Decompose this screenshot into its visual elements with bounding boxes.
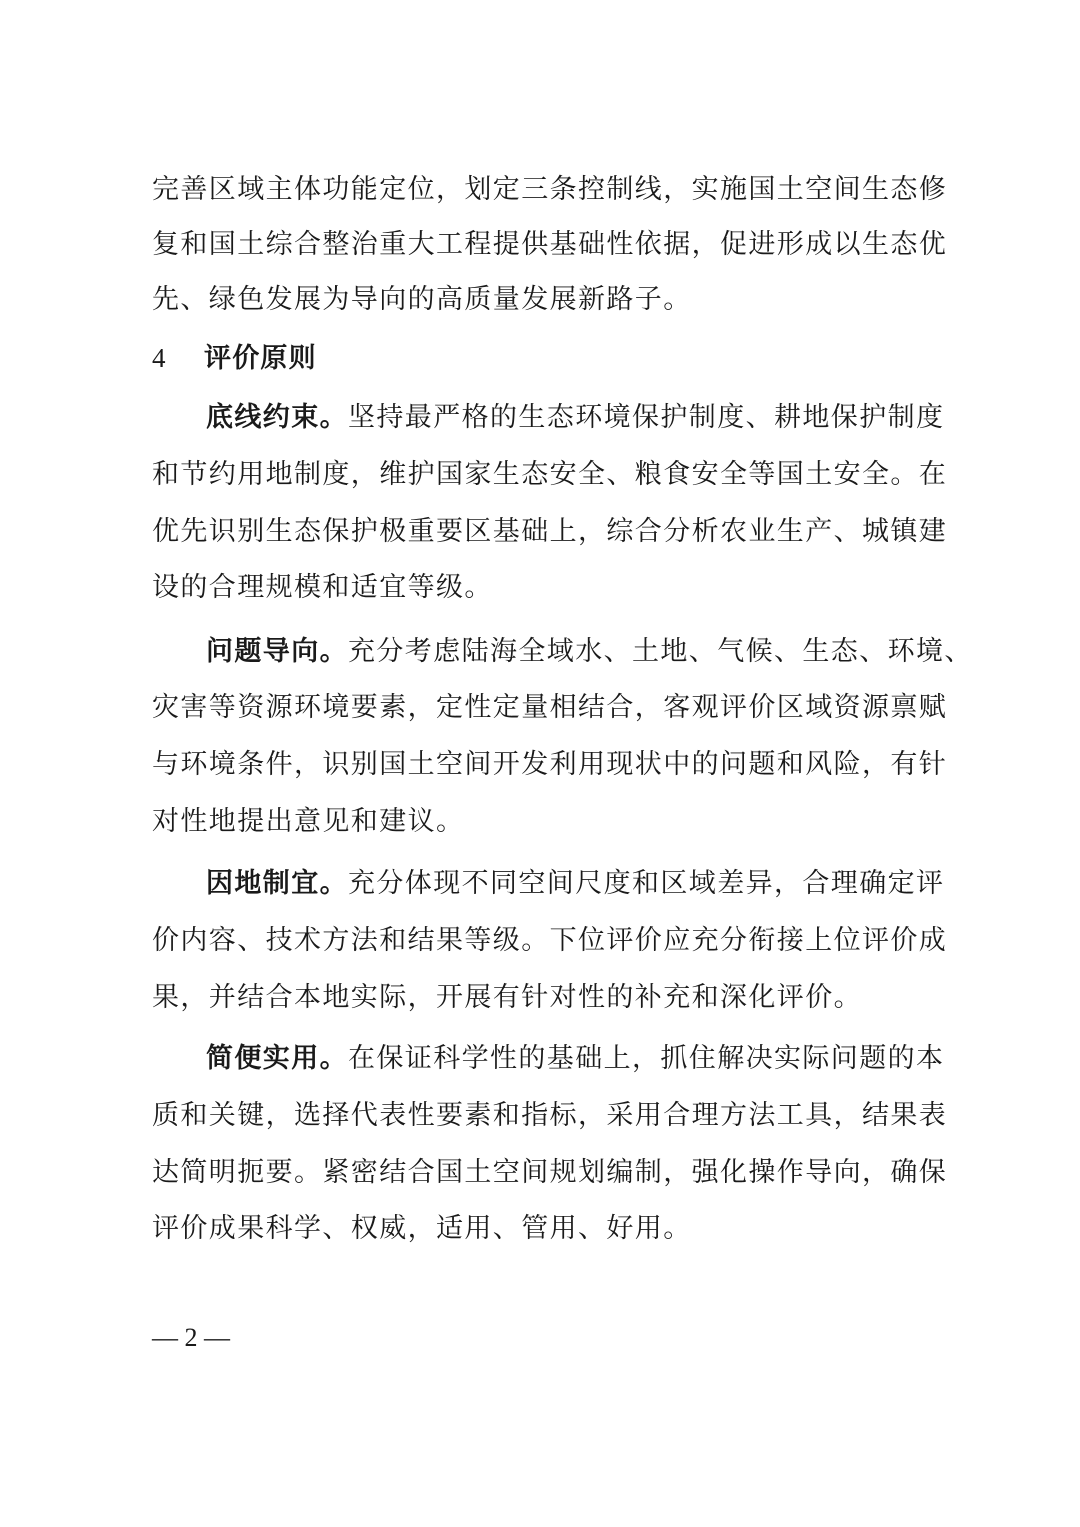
page-number: — 2 —: [152, 1323, 230, 1352]
principle-2-line-4: 对性地提出意见和建议。: [152, 806, 465, 837]
principle-4-line-2: 质和关键，选择代表性要素和指标，采用合理方法工具，结果表: [152, 1100, 948, 1131]
principle-3-line-3: 果，并结合本地实际，开展有针对性的补充和深化评价。: [152, 982, 862, 1013]
principle-1-first-line: [206, 400, 945, 436]
principle-1-line-3: 优先识别生态保护极重要区基础上，综合分析农业生产、城镇建: [152, 516, 948, 547]
intro-line-2: 复和国土综合整治重大工程提供基础性依据，促进形成以生态优: [152, 229, 948, 260]
principle-3-line-2: 价内容、技术方法和结果等级。下位评价应充分衔接上位评价成: [152, 925, 948, 956]
principle-3-lead: 因地制宜。: [206, 868, 348, 899]
principle-4-lead: 简便实用。: [206, 1043, 348, 1074]
principle-1-text: 坚持最严格的生态环境保护制度、耕地保护制度: [348, 402, 945, 433]
principle-2-line-2: 灾害等资源环境要素，定性定量相结合，客观评价区域资源禀赋: [152, 692, 948, 723]
section-heading: [152, 340, 317, 377]
principle-4-first-line: [206, 1041, 945, 1077]
principle-2-text: 充分考虑陆海全域水、土地、气候、生态、环境、: [348, 636, 973, 667]
principle-3-first-line: [206, 866, 945, 902]
intro-line-1: 完善区域主体功能定位，划定三条控制线，实施国土空间生态修: [152, 174, 948, 205]
principle-1-line-4: 设的合理规模和适宜等级。: [152, 572, 493, 603]
principle-2-line-3: 与环境条件，识别国土空间开发利用现状中的问题和风险，有针: [152, 749, 948, 780]
principle-4-line-3: 达简明扼要。紧密结合国土空间规划编制，强化操作导向，确保: [152, 1157, 948, 1188]
principle-1-lead: 底线约束。: [206, 402, 348, 433]
principle-1-line-2: 和节约用地制度，维护国家生态安全、粮食安全等国土安全。在: [152, 459, 948, 490]
intro-line-3: 先、绿色发展为导向的高质量发展新路子。: [152, 284, 692, 315]
principle-2-first-line: [206, 634, 973, 670]
principle-3-text: 充分体现不同空间尺度和区域差异，合理确定评: [348, 868, 945, 899]
section-title: 评价原则: [204, 343, 317, 374]
principle-2-lead: 问题导向。: [206, 636, 348, 667]
section-number: 4: [152, 343, 166, 373]
principle-4-line-4: 评价成果科学、权威，适用、管用、好用。: [152, 1213, 692, 1244]
principle-4-text: 在保证科学性的基础上，抓住解决实际问题的本: [348, 1043, 945, 1074]
